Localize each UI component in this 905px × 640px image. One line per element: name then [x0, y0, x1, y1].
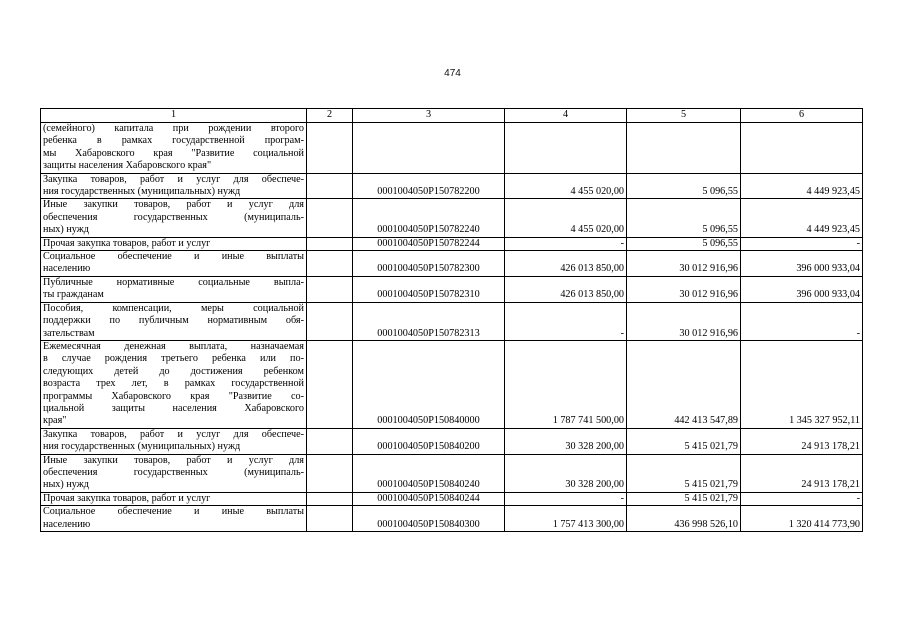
row-value-col-4: 30 328 200,00: [505, 454, 627, 492]
row-value-col-4: 426 013 850,00: [505, 251, 627, 277]
row-description: [41, 340, 307, 428]
header-col-5: 5: [627, 109, 741, 123]
row-value-col-6: 4 449 923,45: [741, 199, 863, 237]
description-line: Закупка товаров, работ и услуг для обеспече-: [43, 173, 304, 185]
row-value-col-6: 24 913 178,21: [741, 454, 863, 492]
row-col-2: [307, 123, 353, 174]
row-value-col-6: -: [741, 237, 863, 250]
description-line: Иные закупки товаров, работ и услуг для: [43, 454, 304, 466]
description-line: Иные закупки товаров, работ и услуг для: [43, 199, 304, 211]
row-value-col-6: 396 000 933,04: [741, 251, 863, 277]
row-value-col-6: 24 913 178,21: [741, 428, 863, 454]
description-line: ных) нужд: [43, 224, 89, 236]
row-value-col-6: -: [741, 492, 863, 505]
table-row: [41, 199, 863, 237]
row-value-col-6: -: [741, 302, 863, 340]
row-code: [353, 123, 505, 174]
row-code: 0001004050Р150840240: [353, 454, 505, 492]
row-col-2: [307, 428, 353, 454]
row-col-2: [307, 276, 353, 302]
description-line: (семейного) капитала при рождении второго: [43, 123, 304, 134]
row-description: [41, 428, 307, 454]
description-line: ты гражданам: [43, 289, 104, 301]
table-row: [41, 428, 863, 454]
row-value-col-5: 5 415 021,79: [627, 428, 741, 454]
row-col-2: [307, 251, 353, 277]
row-col-2: [307, 173, 353, 199]
row-col-2: [307, 506, 353, 532]
description-line: зательствам: [43, 327, 95, 339]
table-row: [41, 506, 863, 532]
row-code: 0001004050Р150782313: [353, 302, 505, 340]
description-line: ных) нужд: [43, 479, 89, 491]
row-col-2: [307, 237, 353, 250]
table-row: [41, 173, 863, 199]
row-code: 0001004050Р150782240: [353, 199, 505, 237]
description-line: программы Хабаровского края "Развитие со-: [43, 390, 304, 402]
row-code: 0001004050Р150782200: [353, 173, 505, 199]
description-line: Социальное обеспечение и иные выплаты: [43, 506, 304, 518]
row-value-col-4: 1 787 741 500,00: [505, 340, 627, 428]
row-code: 0001004050Р150840244: [353, 492, 505, 505]
row-col-2: [307, 454, 353, 492]
row-value-col-4: 30 328 200,00: [505, 428, 627, 454]
header-col-3: 3: [353, 109, 505, 123]
row-value-col-4: [505, 123, 627, 174]
row-col-2: [307, 340, 353, 428]
table-row: [41, 492, 863, 505]
row-code: 0001004050Р150840200: [353, 428, 505, 454]
row-code: 0001004050Р150840300: [353, 506, 505, 532]
description-line: циальной защиты населения Хабаровского: [43, 402, 304, 414]
row-col-2: [307, 302, 353, 340]
header-col-4: 4: [505, 109, 627, 123]
description-line: в случае рождения третьего ребенка или по-: [43, 353, 304, 365]
description-line: Пособия, компенсации, меры социальной: [43, 302, 304, 314]
row-value-col-5: 5 415 021,79: [627, 492, 741, 505]
row-value-col-4: -: [505, 492, 627, 505]
row-code: 0001004050Р150782300: [353, 251, 505, 277]
row-value-col-5: 30 012 916,96: [627, 302, 741, 340]
row-value-col-5: 5 096,55: [627, 237, 741, 250]
description-line: ния государственных (муниципальных) нужд: [43, 441, 241, 453]
row-value-col-6: 1 320 414 773,90: [741, 506, 863, 532]
row-value-col-4: -: [505, 302, 627, 340]
row-value-col-6: 396 000 933,04: [741, 276, 863, 302]
description-line: Социальное обеспечение и иные выплаты: [43, 251, 304, 263]
row-value-col-5: 5 415 021,79: [627, 454, 741, 492]
row-value-col-5: 30 012 916,96: [627, 251, 741, 277]
table-row: [41, 237, 863, 250]
budget-table: [40, 108, 863, 532]
row-value-col-4: 4 455 020,00: [505, 199, 627, 237]
description-line: ния государственных (муниципальных) нужд: [43, 186, 241, 198]
row-value-col-5: [627, 123, 741, 174]
table-row: [41, 123, 863, 174]
row-value-col-4: 4 455 020,00: [505, 173, 627, 199]
row-value-col-4: 426 013 850,00: [505, 276, 627, 302]
description-line: ребенка в рамках государственной програм-: [43, 135, 304, 147]
row-description: [41, 123, 307, 174]
description-line: населению: [43, 518, 91, 530]
row-description: [41, 506, 307, 532]
row-value-col-5: 442 413 547,89: [627, 340, 741, 428]
header-col-6: 6: [741, 109, 863, 123]
header-col-2: 2: [307, 109, 353, 123]
description-line: Закупка товаров, работ и услуг для обеспече-: [43, 428, 304, 440]
row-description: [41, 276, 307, 302]
row-value-col-6: 1 345 327 952,11: [741, 340, 863, 428]
row-code: 0001004050Р150840000: [353, 340, 505, 428]
description-line: края": [43, 415, 67, 427]
row-description: [41, 492, 307, 505]
table-body: [41, 123, 863, 532]
table-row: [41, 454, 863, 492]
header-row: [41, 109, 863, 123]
table-header: [41, 109, 863, 123]
row-col-2: [307, 199, 353, 237]
row-value-col-4: -: [505, 237, 627, 250]
row-description: [41, 199, 307, 237]
table-row: [41, 251, 863, 277]
description-line: населению: [43, 263, 91, 275]
table-row: [41, 302, 863, 340]
description-line: Публичные нормативные социальные выпла-: [43, 276, 304, 288]
row-value-col-5: 5 096,55: [627, 173, 741, 199]
row-description: [41, 454, 307, 492]
row-value-col-5: 30 012 916,96: [627, 276, 741, 302]
page-number: 474: [444, 68, 461, 79]
row-value-col-5: 5 096,55: [627, 199, 741, 237]
description-line: обеспечения государственных (муниципаль-: [43, 211, 304, 223]
description-line: защиты населения Хабаровского края": [43, 160, 212, 172]
table-row: [41, 276, 863, 302]
row-code: 0001004050Р150782310: [353, 276, 505, 302]
row-description: [41, 173, 307, 199]
description-line: обеспечения государственных (муниципаль-: [43, 466, 304, 478]
row-description: [41, 237, 307, 250]
row-description: [41, 302, 307, 340]
row-value-col-4: 1 757 413 300,00: [505, 506, 627, 532]
row-value-col-6: 4 449 923,45: [741, 173, 863, 199]
row-value-col-5: 436 998 526,10: [627, 506, 741, 532]
description-line: Прочая закупка товаров, работ и услуг: [43, 492, 211, 504]
table-row: [41, 340, 863, 428]
description-line: Ежемесячная денежная выплата, назначаемая: [43, 340, 304, 352]
row-value-col-6: [741, 123, 863, 174]
description-line: следующих детей до достижения ребенком: [43, 365, 304, 377]
row-description: [41, 251, 307, 277]
description-line: мы Хабаровского края "Развитие социальной: [43, 147, 304, 159]
row-code: 0001004050Р150782244: [353, 237, 505, 250]
header-col-1: 1: [41, 109, 307, 123]
description-line: поддержки по публичным нормативным обя-: [43, 315, 304, 327]
description-line: Прочая закупка товаров, работ и услуг: [43, 237, 211, 249]
description-line: возраста трех лет, в рамках государственной: [43, 378, 304, 390]
row-col-2: [307, 492, 353, 505]
